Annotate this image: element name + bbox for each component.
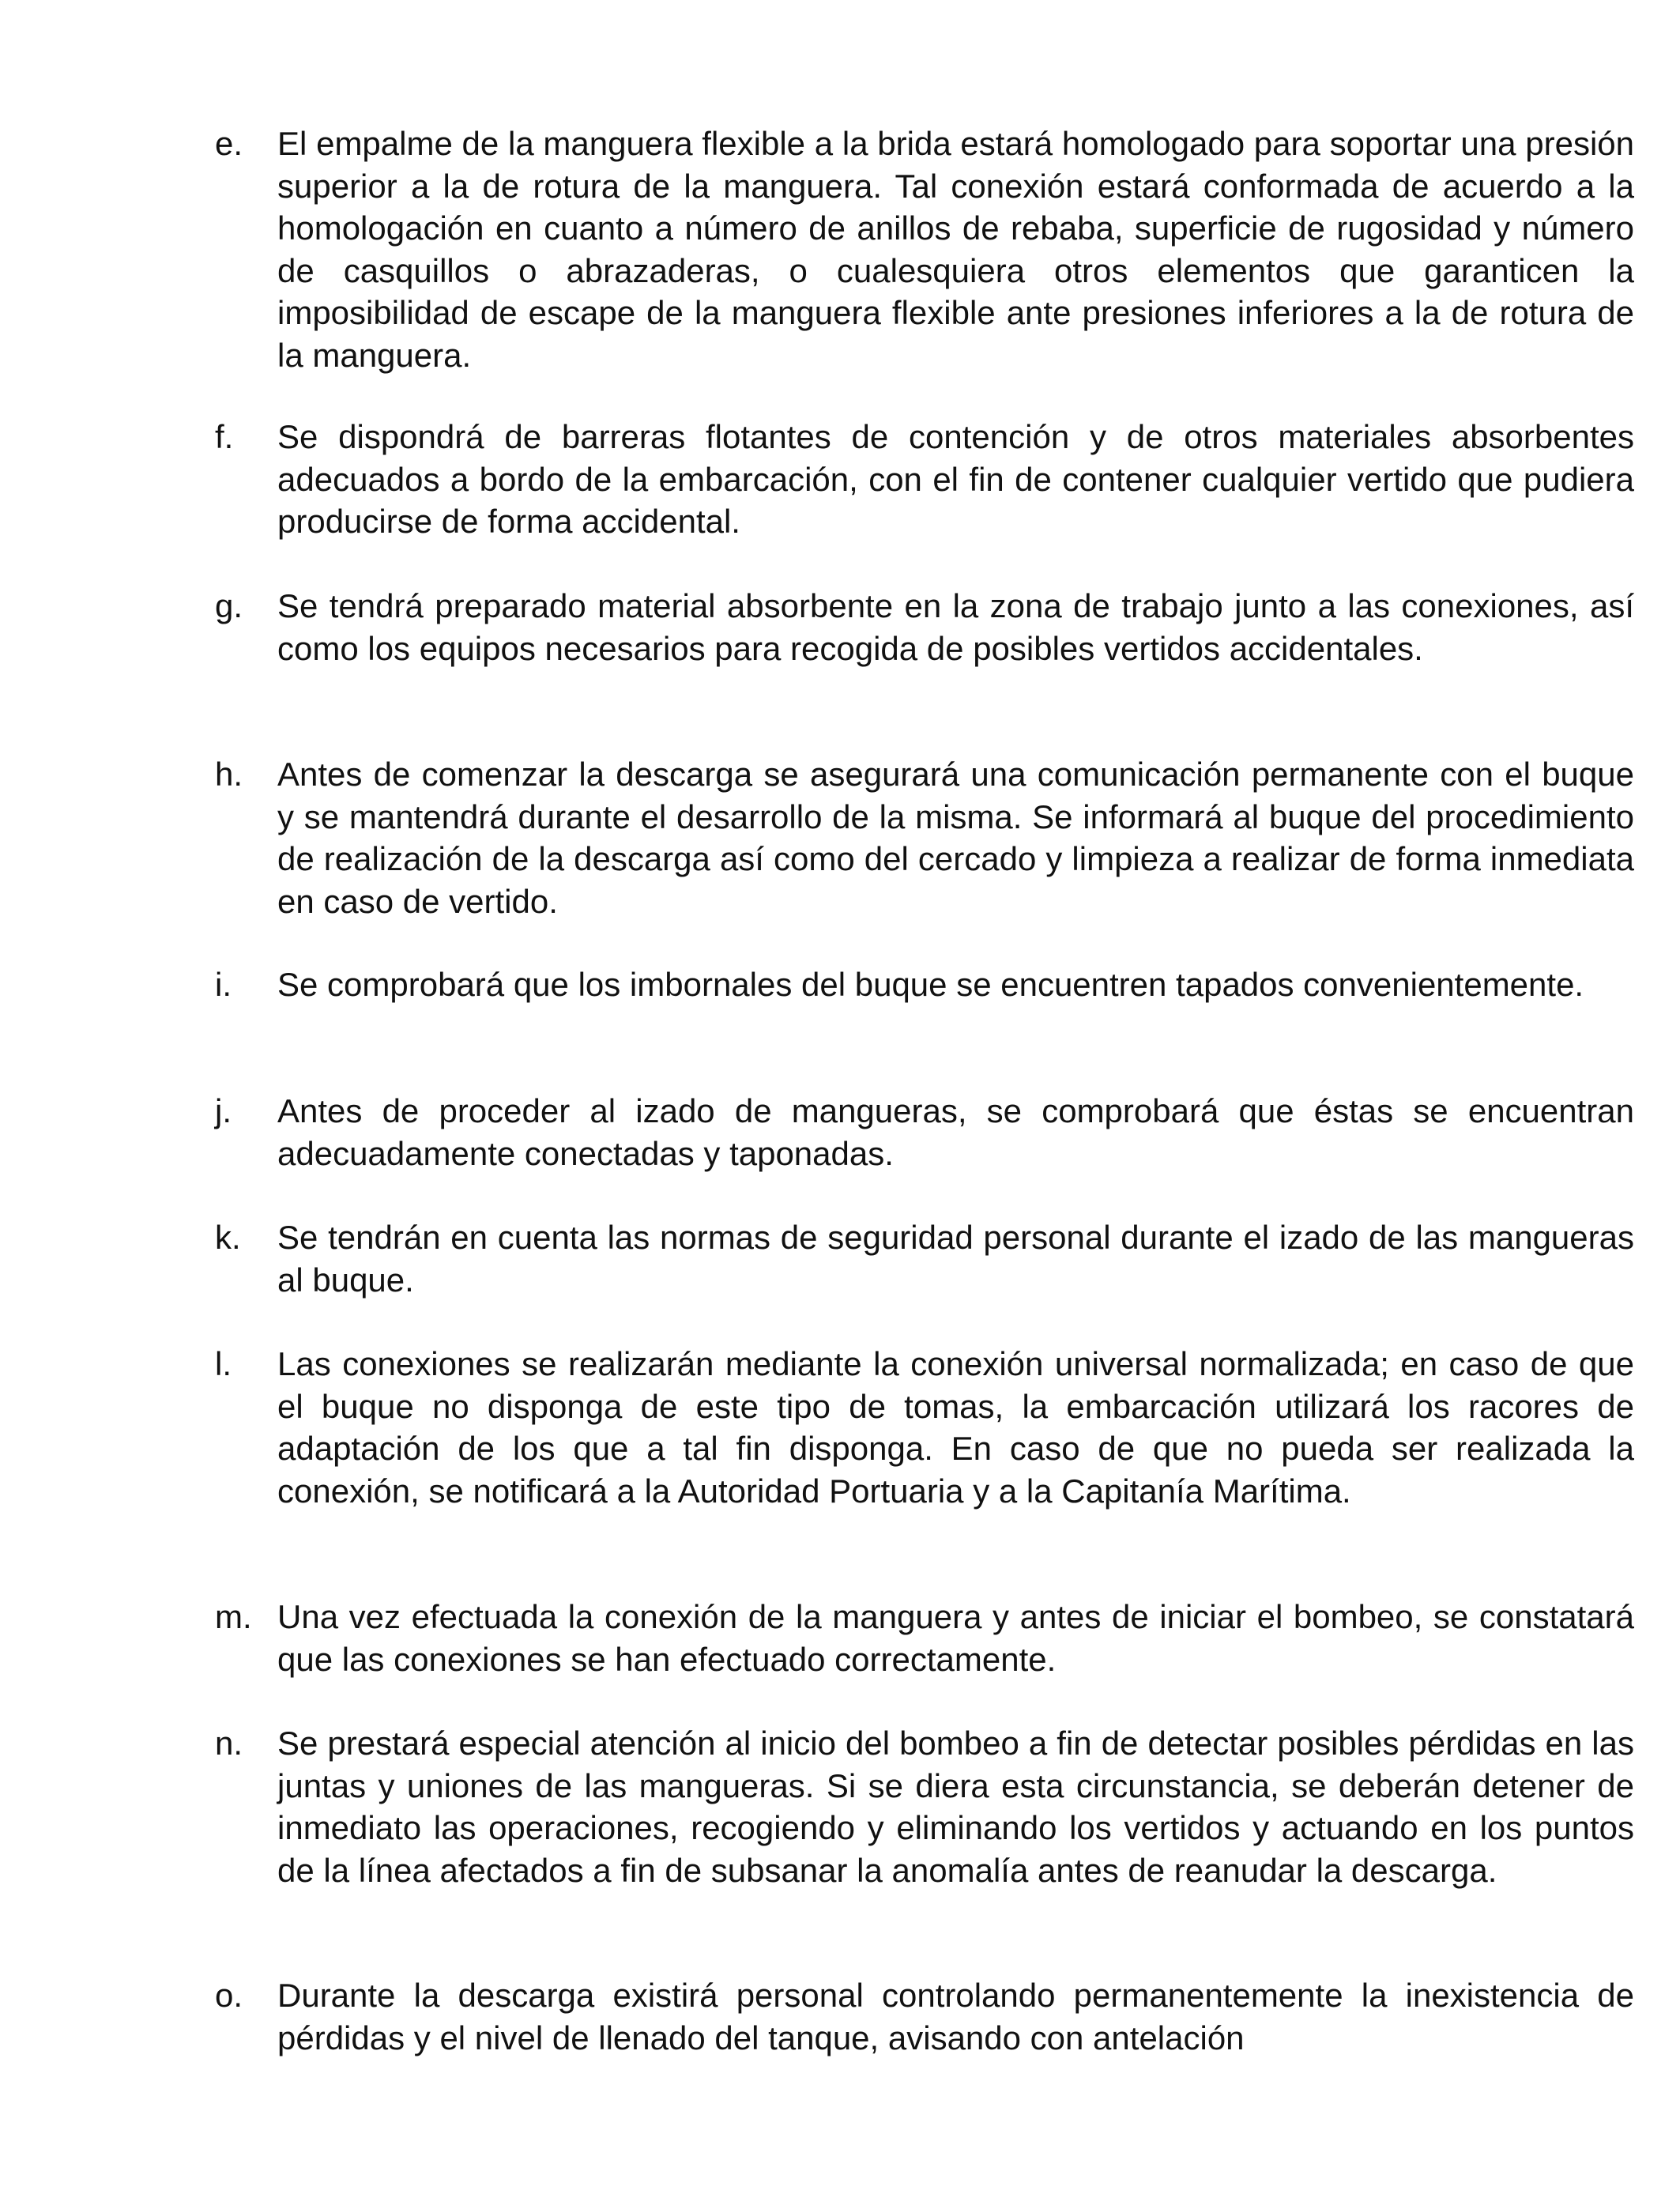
list-item-text: Se dispondrá de barreras flotantes de contención y de otros materiales absorbentes adecuados a bordo de la embarcación, con el fin de contener cualquier vertido que pudiera producirse de forma accidental. [277,418,1634,540]
list-item-i [215,963,1634,1006]
list-item-k [215,1216,1634,1301]
list-item-m [215,1596,1634,1680]
list-item-e [215,123,1634,376]
list-item-l [215,1343,1634,1512]
list-item-text: Antes de comenzar la descarga se asegurará una comunicación permanente con el buque y se mantendrá durante el desarrollo de la misma. Se informará al buque del procedimiento de realización de la descarga así como del cercado y limpieza a realizar de forma inmediata en caso de vertido. [277,756,1634,920]
list-marker: l. [215,1345,232,1382]
list-marker: f. [215,418,234,455]
list-item-text: Se prestará especial atención al inicio del bombeo a fin de detectar posibles pérdidas en las juntas y uniones de las mangueras. Si se diera esta circunstancia, se deberán detener de inmediato las operaciones, recogiendo y eliminando los vertidos y actuando en los puntos de la línea afectados a fin de subsanar la anomalía antes de reanudar la descarga. [277,1725,1634,1889]
list-marker: k. [215,1219,241,1256]
list-item-n [215,1722,1634,1891]
list-marker: i. [215,966,232,1003]
list-item-text: Una vez efectuada la conexión de la manguera y antes de iniciar el bombeo, se constatará que las conexiones se han efectuado correctamente. [277,1598,1634,1678]
list-item-g [215,585,1634,669]
list-item-f [215,416,1634,543]
list-marker: m. [215,1598,252,1635]
list-item-text: Se comprobará que los imbornales del buque se encuentren tapados convenientemente. [277,966,1584,1003]
list-item-h [215,753,1634,922]
list-item-text: Se tendrá preparado material absorbente en la zona de trabajo junto a las conexiones, así como los equipos necesarios para recogida de posibles vertidos accidentales. [277,587,1634,667]
list-marker: j. [215,1092,232,1129]
list-marker: e. [215,125,243,162]
list-marker: o. [215,1977,243,2014]
list-item-text: Se tendrán en cuenta las normas de seguridad personal durante el izado de las mangueras al buque. [277,1219,1634,1299]
list-item-text: Las conexiones se realizarán mediante la conexión universal normalizada; en caso de que el buque no disponga de este tipo de tomas, la embarcación utilizará los racores de adaptación de los que a tal fin disponga. En caso de que no pueda ser realizada la conexión, se notificará a la Autoridad Portuaria y a la Capitanía Marítima. [277,1345,1634,1510]
list-item-o [215,1974,1634,2059]
list-item-text: El empalme de la manguera flexible a la brida estará homologado para soportar una presión superior a la de rotura de la manguera. Tal conexión estará conformada de acuerdo a la homologación en cuanto a número de anillos de rebaba, superficie de rugosidad y número de casquillos o abrazaderas, o cualesquiera otros elementos que garanticen la imposibilidad de escape de la manguera flexible ante presiones inferiores a la de rotura de la manguera. [277,125,1634,374]
list-marker: g. [215,587,243,624]
list-item-text: Durante la descarga existirá personal controlando permanentemente la inexistencia de pérdidas y el nivel de llenado del tanque, avisando con antelación [277,1977,1634,2056]
list-marker: n. [215,1725,243,1762]
list-marker: h. [215,756,243,793]
list-item-text: Antes de proceder al izado de mangueras, se comprobará que éstas se encuentran adecuadamente conectadas y taponadas. [277,1092,1634,1172]
list-item-j [215,1090,1634,1174]
